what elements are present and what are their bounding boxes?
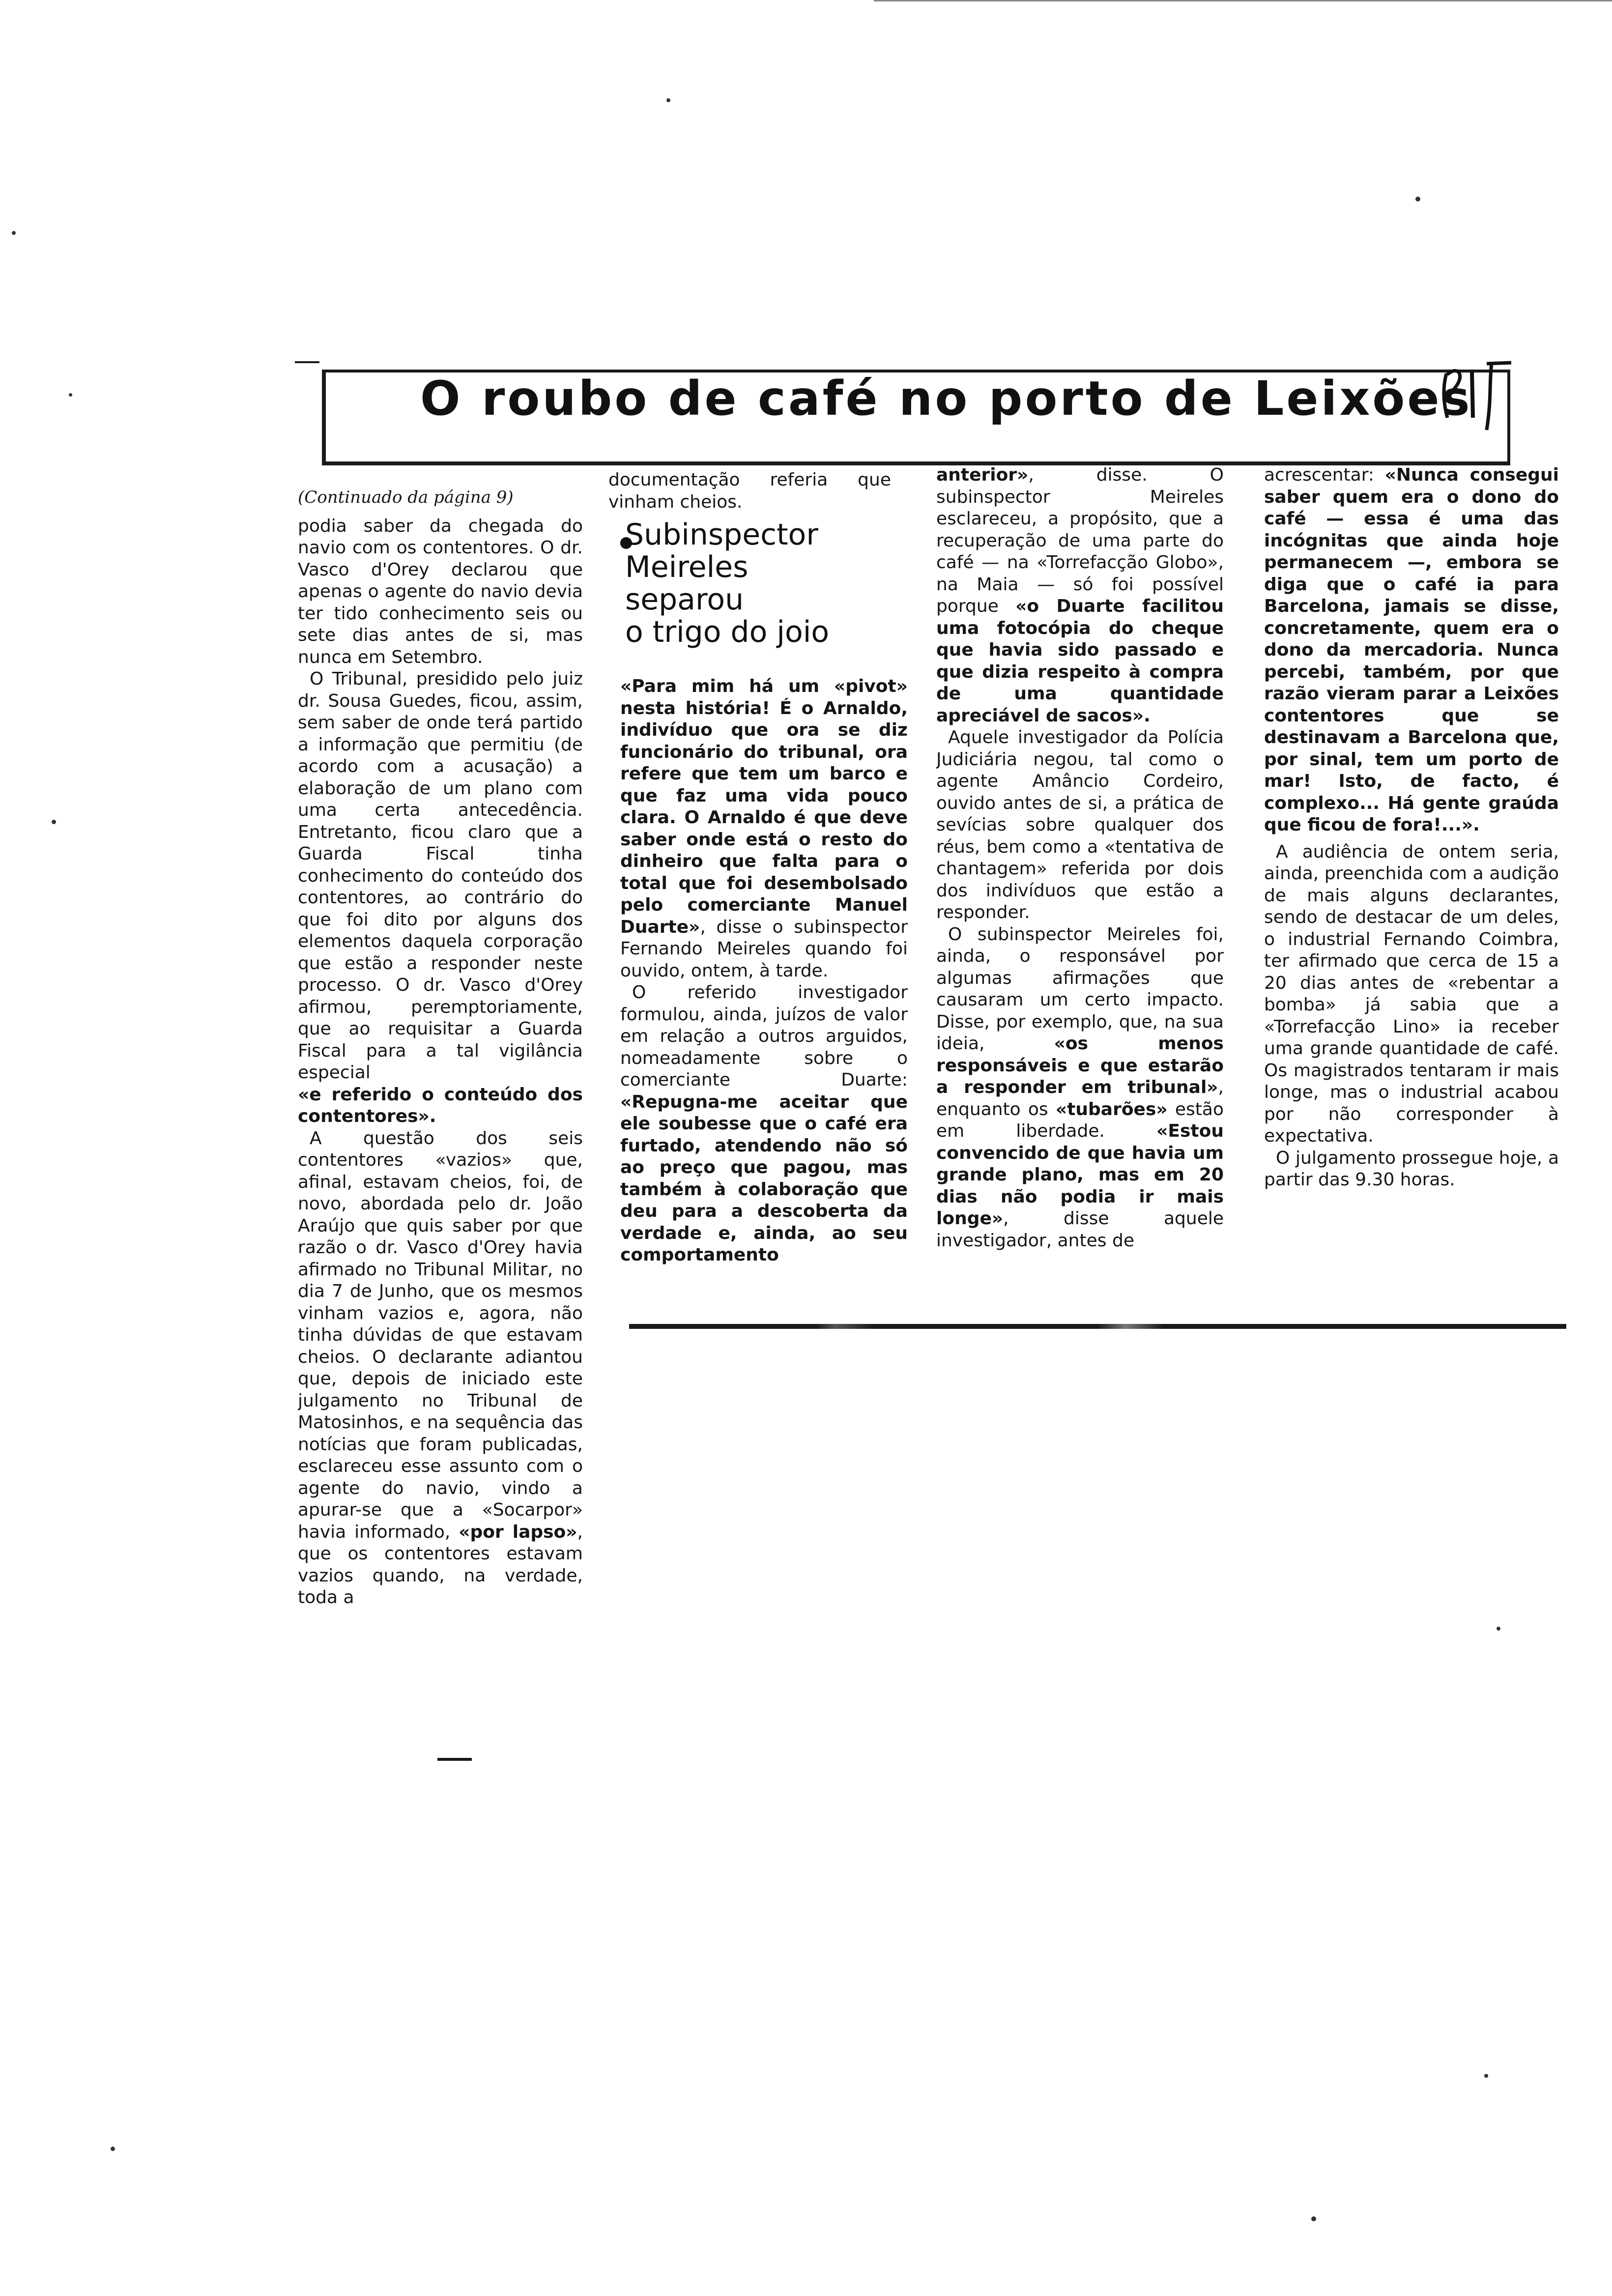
subhead-line: separou	[625, 582, 744, 617]
column-3	[936, 464, 1224, 1310]
continued-note: (Continuado da página 9)	[298, 488, 514, 507]
scan-speck	[52, 820, 56, 824]
paragraph: documentação referia que vinham cheios.	[608, 470, 891, 512]
paragraph: «Para mim há um «pivot» nesta história! É o Arnaldo, indivíduo que ora se diz funcionário do tribunal, ora refere que tem um barco e que faz uma vida pouco clara. O Arnaldo é que deve saber onde está o resto do dinheiro que falta para o total que foi desembolsado pelo comerciante Manuel Duarte», disse o subinspector Fernando Meireles quando foi ouvido, ontem, à tarde.	[620, 676, 908, 981]
scan-speck	[69, 393, 72, 397]
subhead	[625, 518, 829, 648]
paragraph: acrescentar: «Nunca consegui saber quem era o dono do café — essa é uma das incógnitas que ainda hoje permanecem —, embora se diga que o café ia para Barcelona, jamais se disse, concretamente, quem era o dono da mercadoria. Nunca percebi, também, por que razão vieram parar a Leixões contentores que se destinavam a Barcelona que, por sinal, tem um porto de mar! Isto, de facto, é complexo... Há gente graúda que ficou de fora!...».	[1264, 465, 1559, 835]
paragraph-bold: «e referido o conteúdo dos contentores».	[298, 1084, 583, 1126]
paragraph: Aquele investigador da Polícia Judiciária negou, tal como o agente Amâncio Cordeiro, ouvido antes de si, a prática de sevícias sobre qualquer dos réus, bem como a «tentativa de chantagem» referida por dois dos indivíduos que estão a responder.	[936, 727, 1224, 922]
paragraph: O referido investigador formulou, ainda, juízos de valor em relação a outros arguidos, nomeadamente sobre o comerciante Duarte: «Repugna-me aceitar que ele soubesse que o café era furtado, atendendo não só ao preço que pagou, mas também à colaboração que deu para a descoberta da verdade e, ainda, ao seu comportamento	[620, 982, 908, 1265]
column-2	[620, 676, 908, 1310]
subhead-line: Meireles	[625, 550, 748, 584]
paragraph: A audiência de ontem seria, ainda, preenchida com a audição de mais alguns declarantes, sendo de destacar de um deles, o industrial Fernando Coimbra, ter afirmado que cerca de 15 a 20 dias antes de «rebentar a bomba» já sabia que a «Torrefacção Lino» ia receber uma grande quantidade de café. Os magistrados tentaram ir mais longe, mas o industrial acabou por não corresponder à expectativa.	[1264, 841, 1559, 1146]
subhead-line: Subinspector	[625, 517, 819, 552]
paragraph: O Tribunal, presidido pelo juiz dr. Sousa Guedes, ficou, assim, sem saber de onde terá partido a informação que permitiu (de acordo com a acusação) a elaboração de um plano com uma certa antecedência. Entretanto, ficou claro que a Guarda Fiscal tinha conhecimento do conteúdo dos contentores, ao contrário do que foi dito por alguns dos elementos daquela corporação que estão a responder neste processo. O dr. Vasco d'Orey afirmou, peremptoriamente, que ao requisitar a Guarda Fiscal para a tal vigilância especial	[298, 669, 583, 1083]
scan-speck	[1497, 1627, 1500, 1631]
scan-speck	[111, 2147, 115, 2151]
short-rule	[437, 1758, 472, 1761]
headline: O roubo de café no porto de Leixões	[420, 371, 1472, 426]
subhead-line: o trigo do joio	[625, 615, 830, 649]
paragraph: A questão dos seis contentores «vazios» que, afinal, estavam cheios, foi, de novo, abordada pelo dr. João Araújo que quis saber por que razão o dr. Vasco d'Orey havia afirmado no Tribunal Militar, no dia 7 de Junho, que os mesmos vinham vazios e, agora, não tinha dúvidas de que estavam cheios. O declarante adiantou que, depois de iniciado este julgamento no Tribunal de Matosinhos, e na sequência das notícias que foram publicadas, esclareceu esse assunto com o agente do navio, vindo a apurar-se que a «Socarpor» havia informado, «por lapso», que os contentores estavam vazios quando, na verdade, toda a	[298, 1128, 583, 1607]
margin-tick	[295, 361, 319, 363]
paragraph: anterior», disse. O subinspector Meireles esclareceu, a propósito, que a recuperação de uma parte do café — na «Torrefacção Globo», na Maia — só foi possível porque «o Duarte facilitou uma fotocópia do cheque que havia sido passado e que dizia respeito à compra de uma quantidade apreciável de sacos».	[936, 465, 1224, 726]
column-end-rule	[629, 1324, 1566, 1329]
paragraph: O julgamento prossegue hoje, a partir das 9.30 horas.	[1264, 1148, 1559, 1190]
column-1	[298, 487, 583, 1745]
scan-speck	[12, 231, 16, 235]
column-4	[1264, 464, 1559, 1310]
scan-speck	[666, 98, 670, 102]
paragraph: O subinspector Meireles foi, ainda, o responsável por algumas afirmações que causaram um certo impacto. Disse, por exemplo, que, na sua ideia, «os menos responsáveis e que estarão a responder em tribunal», enquanto os «tubarões» estão em liberdade. «Estou convencido de que havia um grande plano, mas em 20 dias não podia ir mais longe», disse aquele investigador, antes de	[936, 924, 1224, 1251]
scan-speck	[1415, 197, 1420, 201]
column-2-top	[608, 469, 891, 518]
handwritten-annotation	[1438, 344, 1536, 442]
top-edge-line	[874, 0, 1612, 1]
scan-speck	[1484, 2074, 1488, 2078]
scan-speck	[1311, 2216, 1316, 2221]
paragraph: podia saber da chegada do navio com os contentores. O dr. Vasco d'Orey declarou que apenas o agente do navio devia ter tido conhecimento seis ou sete dias antes de si, mas nunca em Setembro.	[298, 516, 583, 667]
